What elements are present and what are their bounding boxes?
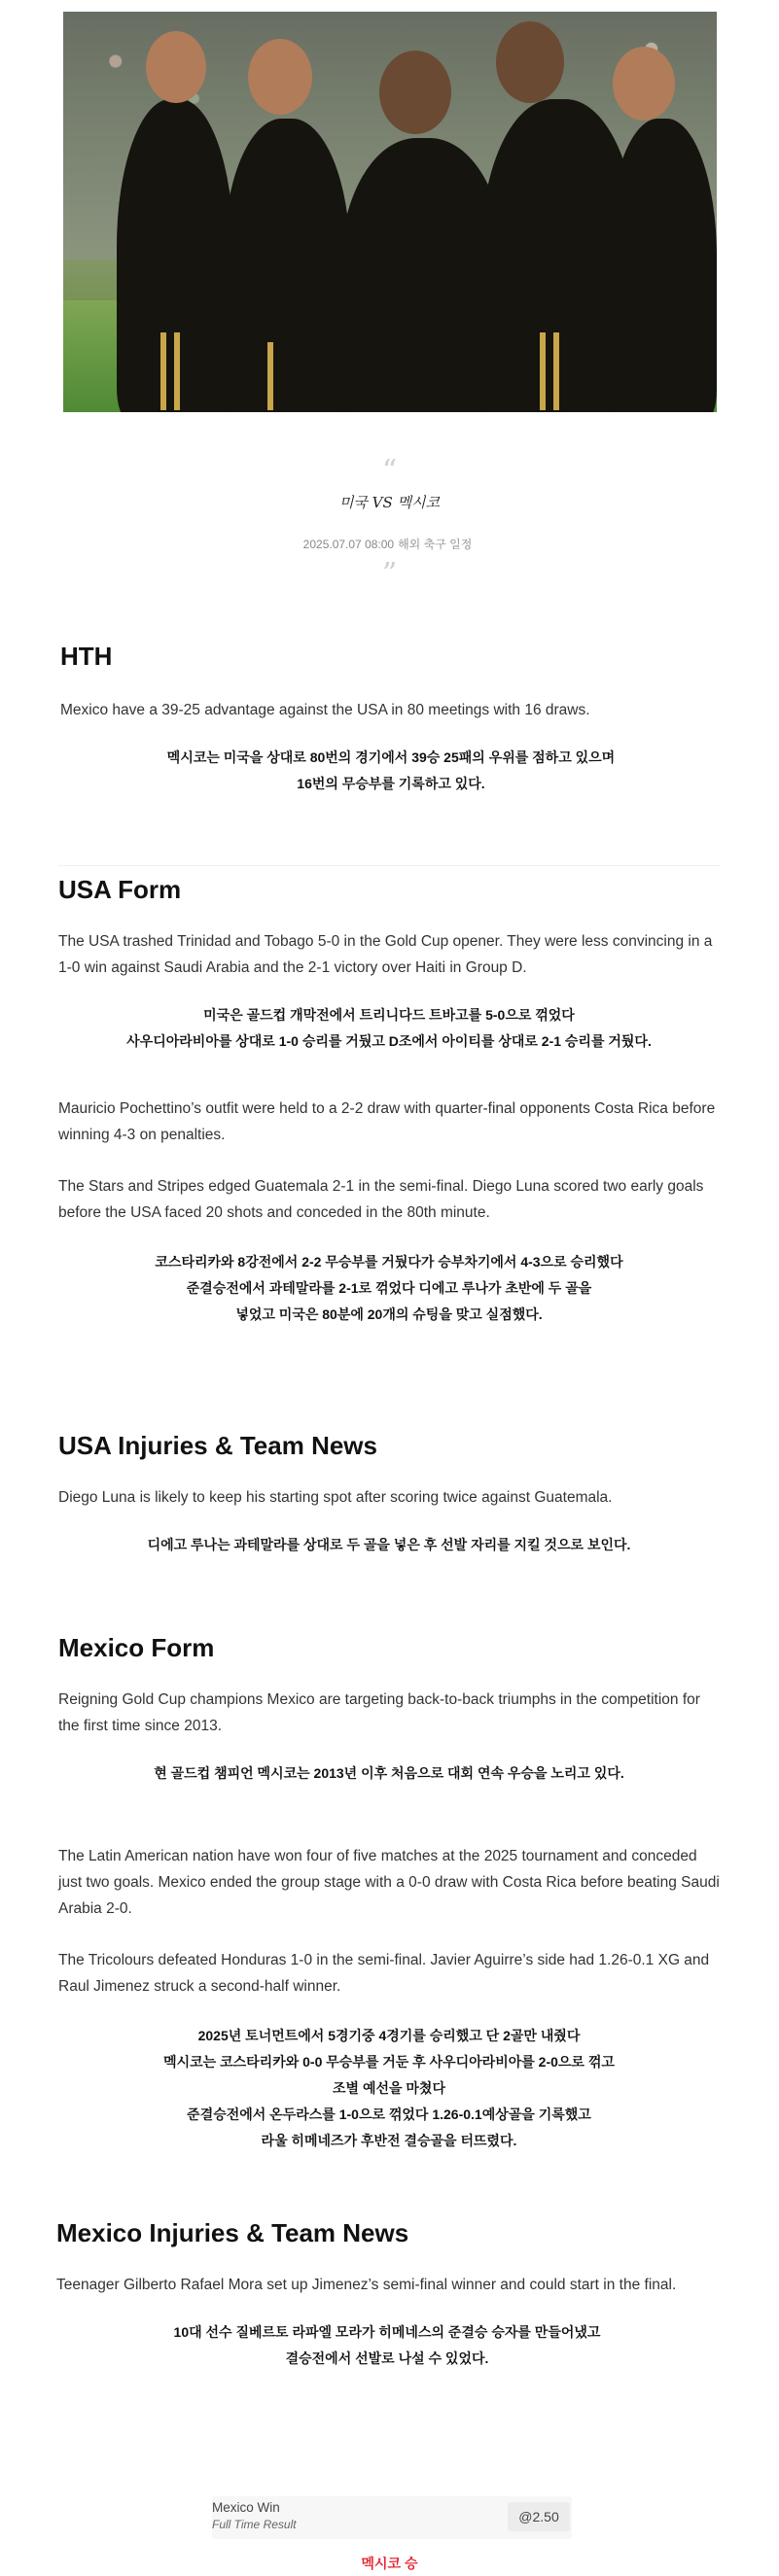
match-meta (0, 536, 779, 552)
mexico-form-ko-text-1: 현 골드컵 챔피언 멕시코는 2013년 이후 처음으로 대회 연속 우승을 노리고 있다. (154, 1765, 624, 1781)
usa-form-en-text-3: The Stars and Stripes edged Guatemala 2-1 in the semi-final. Diego Luna scored two early goals before the USA faced 20 shots and conceded in the 80th minute. (58, 1178, 704, 1221)
match-datetime: 2025.07.07 08:00 (302, 538, 395, 551)
section-heading: Mexico Injuries & Team News (56, 2218, 409, 2247)
hero-player-head (379, 51, 451, 134)
hero-image (63, 12, 717, 412)
match-title: 미국 VS 멕시코 (338, 494, 441, 511)
mexico-news-section (56, 2218, 718, 2372)
usa-news-section (58, 1431, 720, 1558)
bet-odds-button[interactable]: @2.50 (508, 2502, 570, 2531)
section-heading: HTH (60, 642, 113, 671)
bet-selection-name: Mexico Win (212, 2500, 280, 2515)
section-heading: USA Form (58, 875, 182, 904)
mexico-form-ko-text-2: 2025년 토너먼트에서 5경기중 4경기를 승리했고 단 2골만 내줬다 멕시코는 코스타리카와 0-0 무승부를 거둔 후 사우디아라비아를 2-0으로 꺾고 조별 예선을 마쳤다 준결승전에서 온두라스를 1-0으로 꺾었다 1.26-0.1예상골을 기록했고 라울 히메네즈가 후반전 결승골을 터뜨렸다. (163, 2028, 615, 2148)
hero-player (224, 119, 350, 412)
hero-player-head (496, 21, 564, 103)
hero-player-head (146, 31, 206, 103)
hth-section (60, 642, 722, 797)
hth-en-text: Mexico have a 39-25 advantage against the USA in 80 meetings with 16 draws. (60, 702, 590, 718)
hero-jersey-stripe (160, 332, 166, 410)
usa-form-en-text-1: The USA trashed Trinidad and Tobago 5-0 in the Gold Cup opener. They were less convincing in a 1-0 win against Saudi Arabia and the 2-1 victory over Haiti in Group D. (58, 933, 713, 976)
section-heading: USA Injuries & Team News (58, 1431, 377, 1460)
usa-form-ko-text-2: 코스타리카와 8강전에서 2-2 무승부를 거뒀다가 승부차기에서 4-3으로 승리했다 준결승전에서 과테말라를 2-1로 꺾었다 디에고 루나가 초반에 두 골을 넣었고 미국은 80분에 20개의 슈팅을 맞고 실점했다. (155, 1254, 623, 1322)
mexico-news-ko-text: 10대 선수 질베르토 라파엘 모라가 히메네스의 준결승 승자를 만들어냈고 결승전에서 선발로 나설 수 있었다. (173, 2324, 601, 2366)
hero-player-head (248, 39, 312, 115)
hero-jersey-stripe (174, 332, 180, 410)
usa-news-en-text: Diego Luna is likely to keep his starting spot after scoring twice against Guatemala. (58, 1489, 613, 1506)
usa-form-ko-text-1: 미국은 골드컵 개막전에서 트리니다드 트바고를 5-0으로 꺾었다 사우디아라비아를 상대로 1-0 승리를 거뒀고 D조에서 아이티를 상대로 2-1 승리를 거뒀다. (126, 1007, 652, 1049)
match-header (0, 454, 779, 591)
mexico-form-en-text-3: The Tricolours defeated Honduras 1-0 in the semi-final. Javier Aguirre’s side had 1.26-0.1 XG and Raul Jimenez struck a second-half winner. (58, 1952, 710, 1995)
hth-ko-text: 멕시코는 미국을 상대로 80번의 경기에서 39승 25패의 우위를 점하고 있으며 16번의 무승부를 기록하고 있다. (166, 749, 616, 791)
mexico-news-en-text: Teenager Gilberto Rafael Mora set up Jimenez’s semi-final winner and could start in the final. (56, 2277, 677, 2293)
mexico-form-en-text-2: The Latin American nation have won four of five matches at the 2025 tournament and conceded just two goals. Mexico ended the group stage with a 0-0 draw with Costa Rica before beating Saudi Arabia 2-0. (58, 1848, 720, 1917)
close-quote-icon: ” (381, 557, 398, 591)
mexico-form-en-text-1: Reigning Gold Cup champions Mexico are targeting back-to-back triumphs in the competition for the first time since 2013. (58, 1691, 700, 1734)
bet-result-label: 멕시코 승 (361, 2556, 418, 2571)
usa-form-en-text-2: Mauricio Pochettino’s outfit were held to a 2-2 draw with quarter-final opponents Costa Rica before winning 4-3 on penalties. (58, 1100, 716, 1143)
hero-player-head (613, 47, 675, 121)
section-heading: Mexico Form (58, 1633, 215, 1662)
bet-market-name: Full Time Result (212, 2518, 297, 2531)
match-category: 해외 축구 일정 (398, 538, 473, 551)
bet-pick-card[interactable] (212, 2496, 572, 2539)
hero-jersey-stripe (553, 332, 559, 410)
usa-news-ko-text: 디에고 루나는 과테말라를 상대로 두 골을 넣은 후 선발 자리를 지킬 것으로 보인다. (147, 1537, 631, 1552)
hero-player (608, 119, 717, 412)
mexico-form-section (58, 1633, 720, 2154)
usa-form-section (58, 875, 720, 1328)
open-quote-icon: “ (381, 454, 398, 488)
section-divider (58, 865, 720, 866)
hero-jersey-stripe (267, 342, 273, 410)
hero-jersey-stripe (540, 332, 546, 410)
